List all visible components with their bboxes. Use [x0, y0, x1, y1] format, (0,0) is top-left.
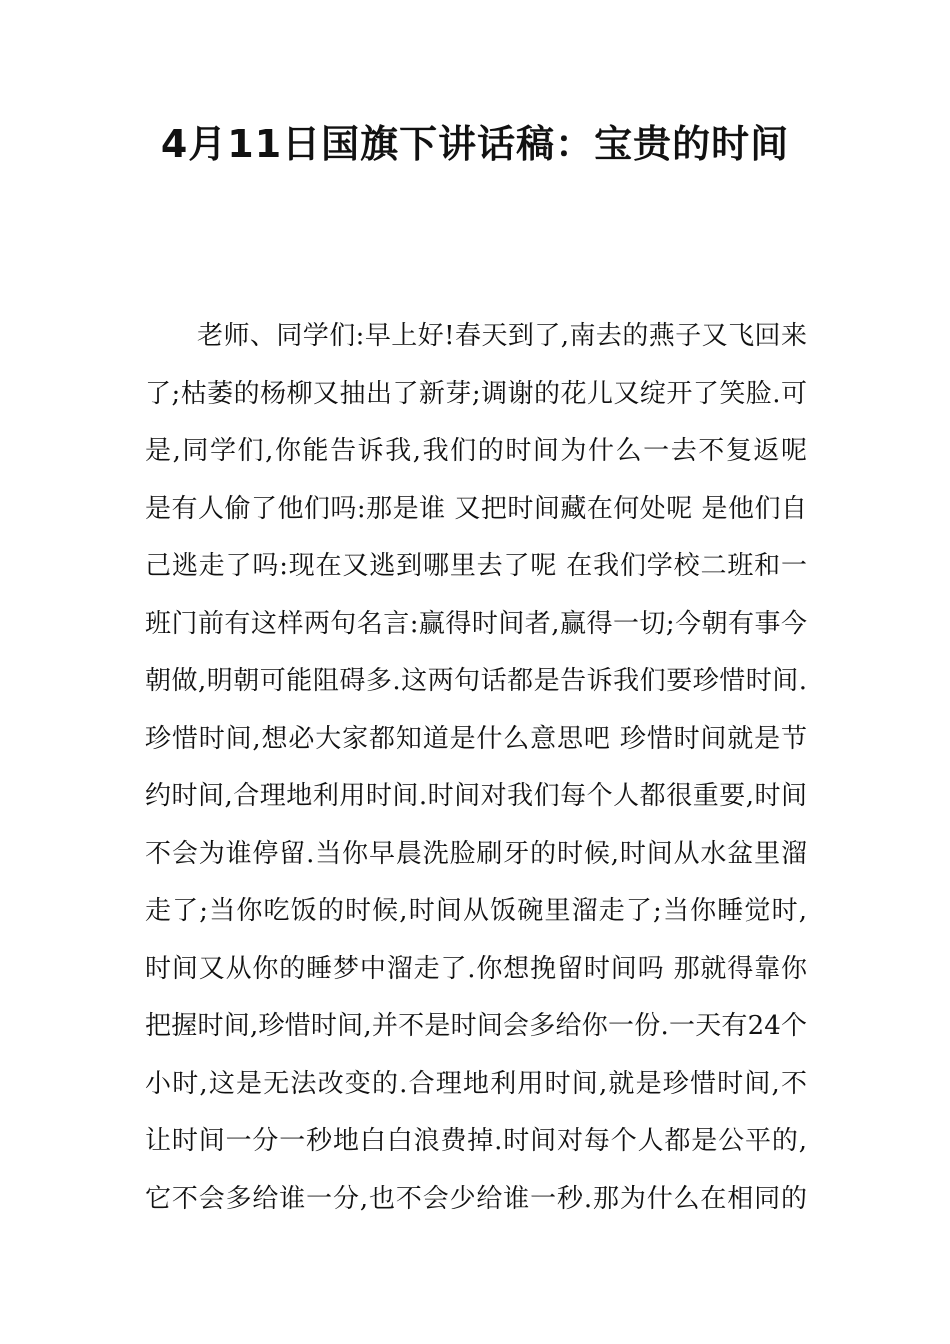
text-line: 己逃走了吗:现在又逃到哪里去了呢 在我们学校二班和一	[145, 551, 807, 581]
text-line: 是,同学们,你能告诉我,我们的时间为什么一去不复返呢	[145, 436, 807, 466]
text-line: 把握时间,珍惜时间,并不是时间会多给你一份.一天有24个	[145, 1011, 807, 1041]
speech-body	[145, 308, 807, 1228]
text-line: 了;枯萎的杨柳又抽出了新芽;调谢的花儿又绽开了笑脸.可	[145, 378, 807, 409]
page-title: 4月11日国旗下讲话稿：宝贵的时间	[160, 122, 790, 166]
text-line: 约时间,合理地利用时间.时间对我们每个人都很重要,时间	[145, 781, 807, 811]
text-line: 班门前有这样两句名言:赢得时间者,赢得一切;今朝有事今	[145, 608, 807, 639]
text-line: 珍惜时间,想必大家都知道是什么意思吧 珍惜时间就是节	[145, 723, 807, 754]
text-line: 老师、同学们:早上好!春天到了,南去的燕子又飞回来	[197, 321, 807, 351]
text-line: 让时间一分一秒地白白浪费掉.时间对每个人都是公平的,	[145, 1126, 807, 1156]
text-line: 时间又从你的睡梦中溜走了.你想挽留时间吗 那就得靠你	[145, 953, 807, 984]
text-line: 不会为谁停留.当你早晨洗脸刷牙的时候,时间从水盆里溜	[145, 838, 807, 869]
text-line: 是有人偷了他们吗:那是谁 又把时间藏在何处呢 是他们自	[145, 493, 807, 524]
text-line: 它不会多给谁一分,也不会少给谁一秒.那为什么在相同的	[145, 1183, 807, 1214]
text-line: 小时,这是无法改变的.合理地利用时间,就是珍惜时间,不	[145, 1068, 807, 1099]
text-line: 走了;当你吃饭的时候,时间从饭碗里溜走了;当你睡觉时,	[145, 896, 807, 926]
text-line: 朝做,明朝可能阻碍多.这两句话都是告诉我们要珍惜时间.	[145, 666, 807, 696]
